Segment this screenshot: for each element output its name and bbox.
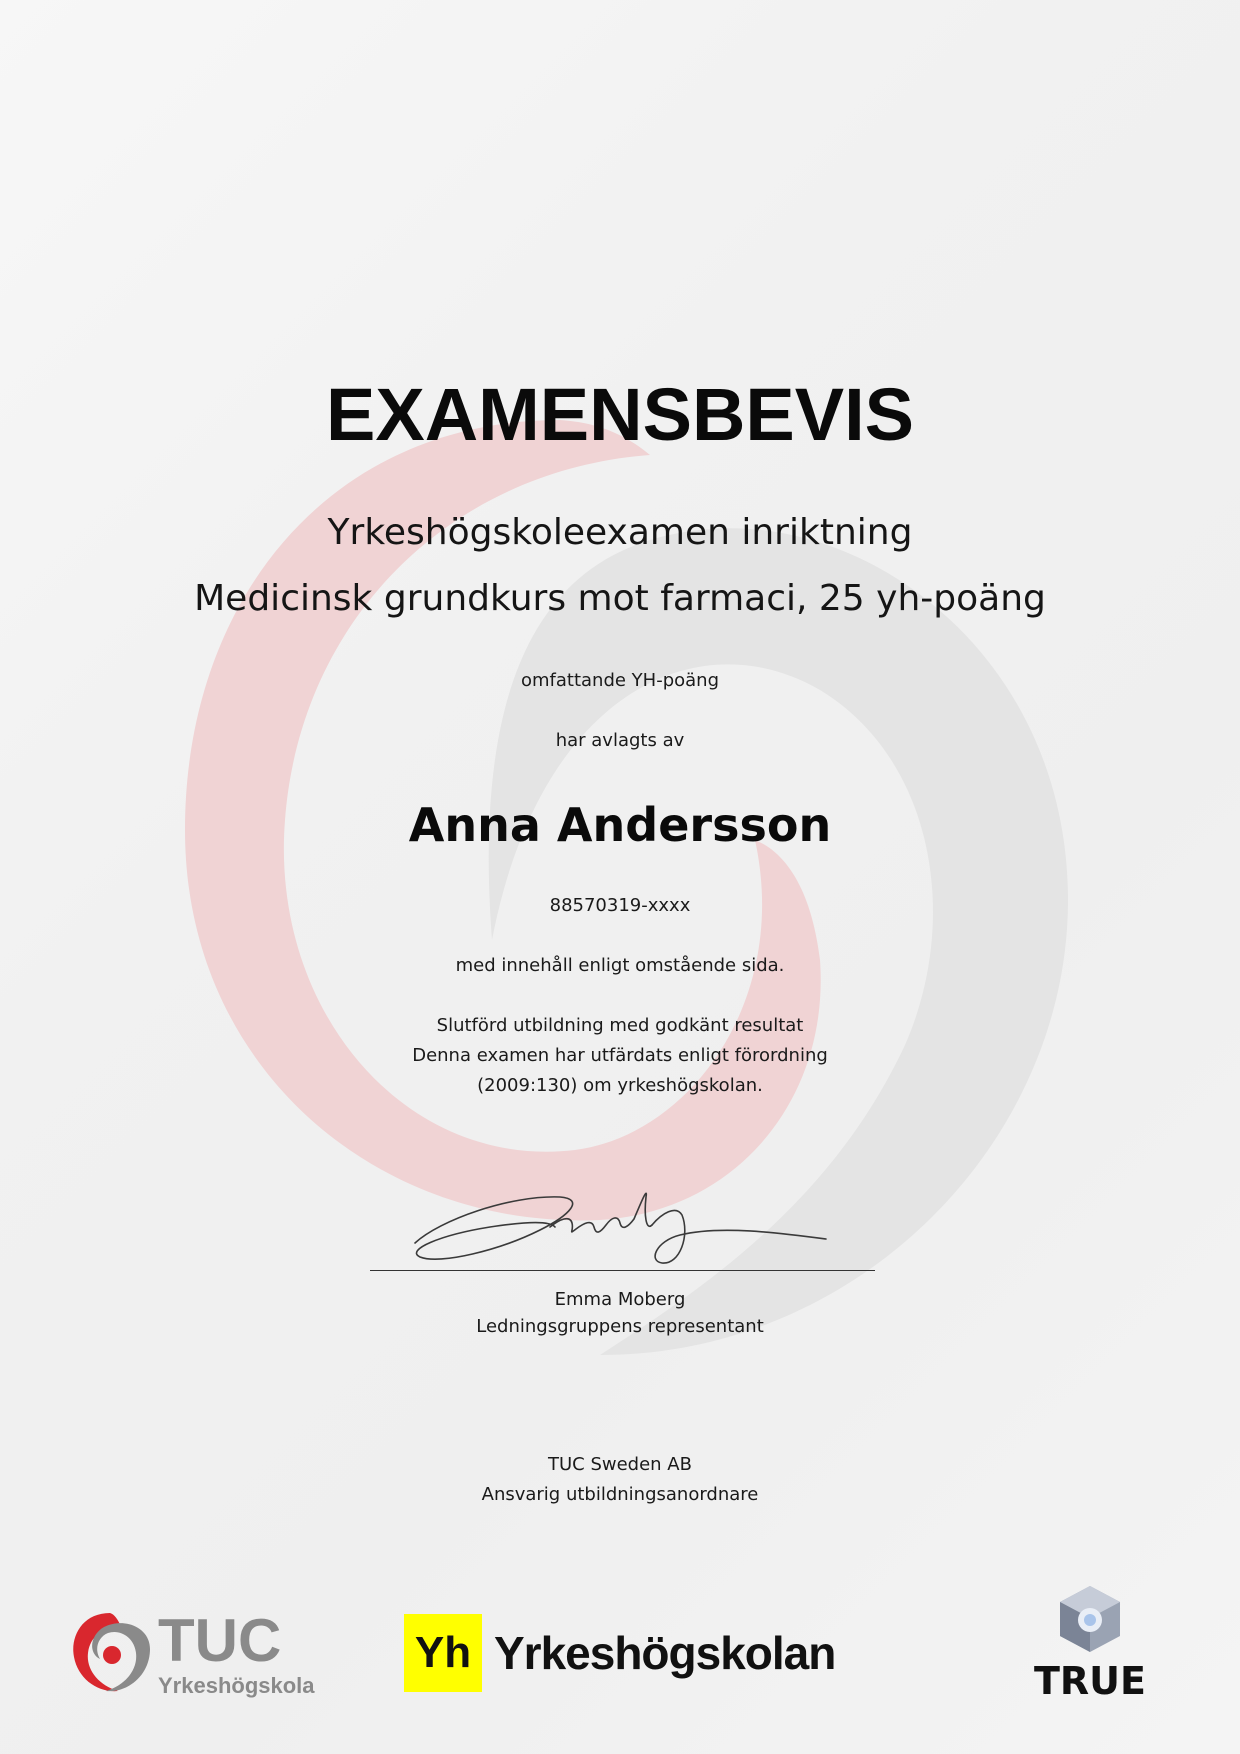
student-name: Anna Andersson <box>408 798 832 852</box>
true-logo <box>1020 1582 1160 1702</box>
personal-id: 88570319-xxxx <box>549 895 691 916</box>
program-line-2: Medicinsk grundkurs mot farmaci, 25 yh-poäng <box>194 578 1046 619</box>
true-wordmark: TRUE <box>1034 1659 1146 1702</box>
program-line-1: Yrkeshögskoleexamen inriktning <box>327 512 913 553</box>
tuc-swirl-icon <box>72 1613 150 1691</box>
handwritten-signature <box>400 1175 840 1275</box>
provider-name: TUC Sweden AB <box>548 1454 692 1475</box>
provider-role: Ansvarig utbildningsanordnare <box>481 1484 759 1505</box>
tuc-logo <box>68 1605 338 1701</box>
statement-line-1: Slutförd utbildning med godkänt resultat <box>436 1015 804 1036</box>
statement-line-3: (2009:130) om yrkeshögskolan. <box>477 1075 763 1096</box>
scope-text: omfattande YH-poäng <box>520 670 720 691</box>
statement-line-2: Denna examen har utfärdats enligt förordning <box>412 1045 828 1066</box>
signature-line <box>370 1270 875 1271</box>
signatory-name: Emma Moberg <box>554 1289 686 1310</box>
awarded-intro: har avlagts av <box>555 730 685 751</box>
yh-logo <box>404 1614 835 1692</box>
yh-wordmark: Yrkeshögskolan <box>494 1627 836 1679</box>
tuc-wordmark: TUC <box>158 1607 282 1674</box>
signatory-role: Ledningsgruppens representant <box>476 1316 764 1337</box>
tuc-subtitle: Yrkeshögskola <box>158 1673 315 1698</box>
yh-mark: Yh <box>404 1614 482 1692</box>
content-note: med innehåll enligt omstående sida. <box>455 955 785 976</box>
certificate-title: EXAMENSBEVIS <box>325 373 915 456</box>
cube-icon <box>1060 1586 1120 1652</box>
